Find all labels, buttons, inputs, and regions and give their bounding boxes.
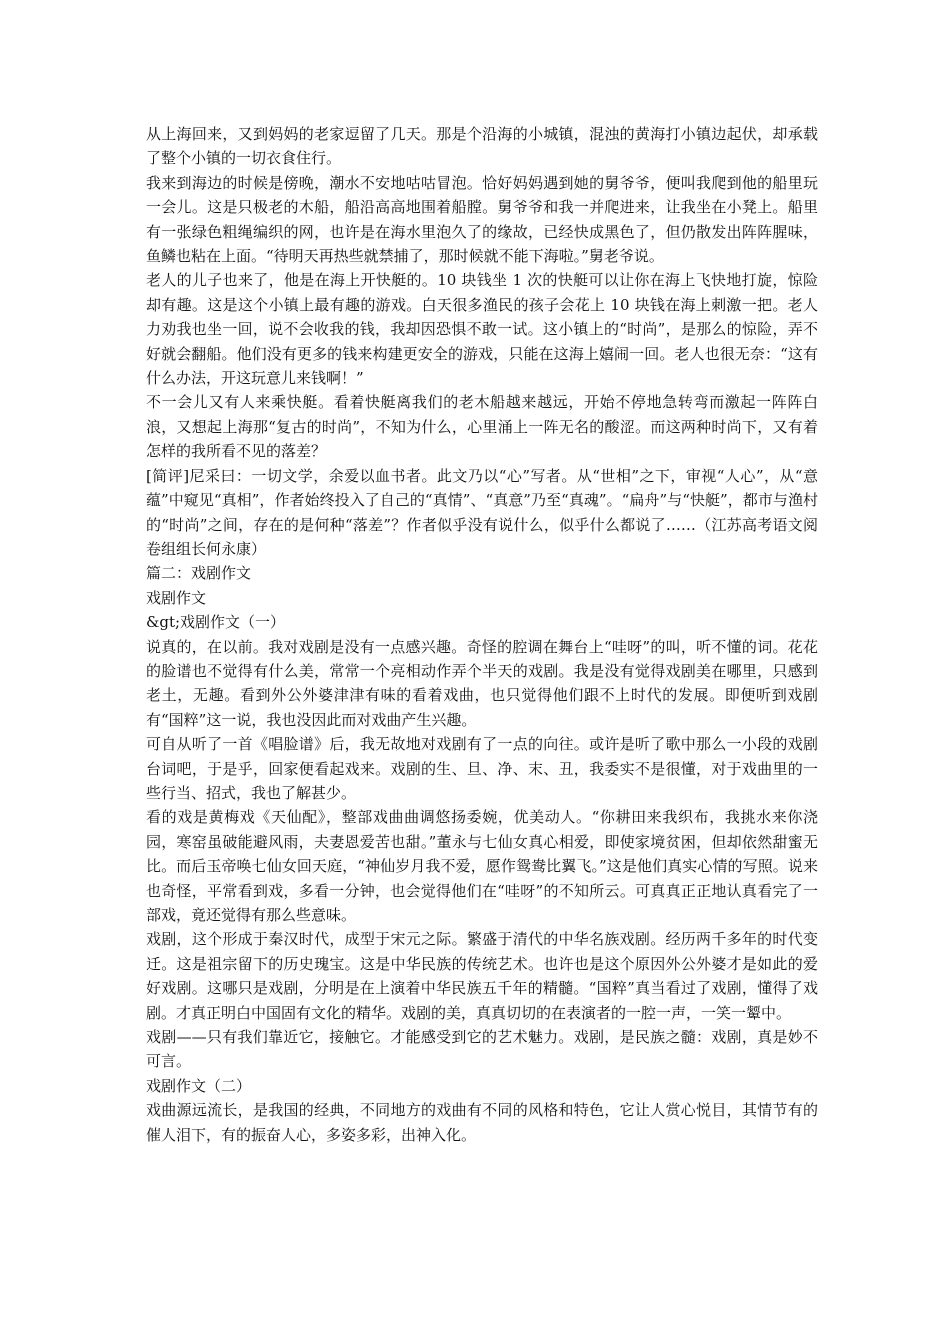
paragraph-speedboat: 老人的儿子也来了，他是在海上开快艇的。10 块钱坐 1 次的快艇可以让你在海上飞快地打旋，惊险却有趣。这是这个小镇上最有趣的游戏。白天很多渔民的孩子会花上 10 块钱在海上刺激一把。老人力劝我也坐一回，说不会收我的钱，我却因恐惧不敢一试。这小镇上的“时尚”，是那么的惊险，弄不好就会翻船。他们没有更多的钱来构建更安全的游戏，只能在这海上嬉闹一回。老人也很无奈：“这有什么办法，开这玩意儿来钱啊！” [146, 271, 818, 388]
paragraph-commentary: [简评]尼采曰：一切文学，余爱以血书者。此文乃以“心”写者。从“世相”之下，审视“人心”，从“意蕴”中窥见“真相”，作者始终投入了自己的“真情”、“真意”乃至“真魂”。“扁舟”与“快艇”，都市与渔村的“时尚”之间，存在的是何种“落差”？作者似乎没有说什么，似乎什么都说了……（江苏高考语文阅卷组组长何永康） [146, 466, 818, 558]
paragraph-drama-before: 说真的，在以前。我对戏剧是没有一点感兴趣。奇怪的腔调在舞台上“哇呀”的叫，听不懂的词。花花的脸谱也不觉得有什么美，常常一个亮相动作弄个半天的戏剧。我是没有觉得戏剧美在哪里，只感到老土，无趣。看到外公外婆津津有味的看着戏曲，也只觉得他们跟不上时代的发展。即便听到戏剧有“国粹”这一说，我也没因此而对戏曲产生兴趣。 [146, 637, 818, 729]
paragraph-old-boat: 我来到海边的时候是傍晚，潮水不安地咕咕冒泡。恰好妈妈遇到她的舅爷爷，便叫我爬到他的船里玩一会儿。这是只极老的木船，船沿高高地围着船膛。舅爷爷和我一并爬进来，让我坐在小凳上。船里有一张绿色粗绳编织的网，也许是在海水里泡久了的缘故，已经快成黑色了，但仍散发出阵阵腥味，鱼鳞也粘在上面。“待明天再热些就禁捕了，那时候就不能下海啦。”舅老爷说。 [146, 173, 818, 266]
paragraph-two-fashions: 不一会儿又有人来乘快艇。看着快艇离我们的老木船越来越远，开始不停地急转弯而激起一阵阵白浪，又想起上海那“复古的时尚”，不知为什么，心里涌上一阵无名的酸涩。而这两种时尚下，又有着怎样的我所看不见的落差？ [146, 393, 818, 461]
paragraph-drama-history: 戏剧，这个形成于秦汉时代，成型于宋元之际。繁盛于清代的中华名族戏剧。经历两千多年的时代变迁。这是祖宗留下的历史瑰宝。这是中华民族的传统艺术。也许也是这个原因外公外婆才是如此的爱好戏剧。这哪只是戏剧，分明是在上演着中华民族五千年的精髓。“国粹”真当看过了戏剧，懂得了戏剧。才真正明白中国固有文化的精华。戏剧的美，真真切切的在表演者的一腔一声，一笑一颦中。 [146, 930, 818, 1022]
paragraph-fishing-town-intro: 从上海回来，又到妈妈的老家逗留了几天。那是个沿海的小城镇，混浊的黄海打小镇边起伏，却承载了整个小镇的一切衣食住行。 [146, 125, 818, 168]
section-heading-part-two: 篇二：戏剧作文 [146, 564, 252, 583]
document-body [146, 122, 818, 1147]
paragraph-opera-origins: 戏曲源远流长，是我国的经典，不同地方的戏曲有不同的风格和特色，它让人赏心悦目，其情节有的催人泪下，有的振奋人心，多姿多彩，出神入化。 [146, 1101, 818, 1144]
essay-heading-two: 戏剧作文（二） [146, 1076, 252, 1095]
essay-heading-one: &gt;戏剧作文（一） [146, 613, 286, 632]
paragraph-drama-tianxianpei: 看的戏是黄梅戏《天仙配》，整部戏曲曲调悠扬委婉，优美动人。“你耕田来我织布，我挑水来你浇园，寒窑虽破能避风雨，夫妻恩爱苦也甜。”董永与七仙女真心相爱，即使家境贫困，但却依然甜蜜无比。而后玉帝唤七仙女回天庭，“神仙岁月我不爱，愿作鸳鸯比翼飞。”这是他们真实心情的写照。说来也奇怪，平常看到戏，多看一分钟，也会觉得他们在“哇呀”的不知所云。可真真正正地认真看完了一部戏，竟还觉得有那么些意味。 [146, 808, 818, 924]
paragraph-drama-conclusion: 戏剧——只有我们靠近它，接触它。才能感受到它的艺术魅力。戏剧，是民族之髓：戏剧，真是妙不可言。 [146, 1028, 818, 1071]
paragraph-drama-face-song: 可自从听了一首《唱脸谱》后，我无故地对戏剧有了一点的向往。或许是听了歌中那么一小段的戏剧台词吧，于是乎，回家便看起戏来。戏剧的生、旦、净、末、丑，我委实不是很懂，对于戏曲里的一些行当、招式，我也了解甚少。 [146, 735, 818, 802]
section-subheading-drama-essay: 戏剧作文 [146, 588, 207, 607]
